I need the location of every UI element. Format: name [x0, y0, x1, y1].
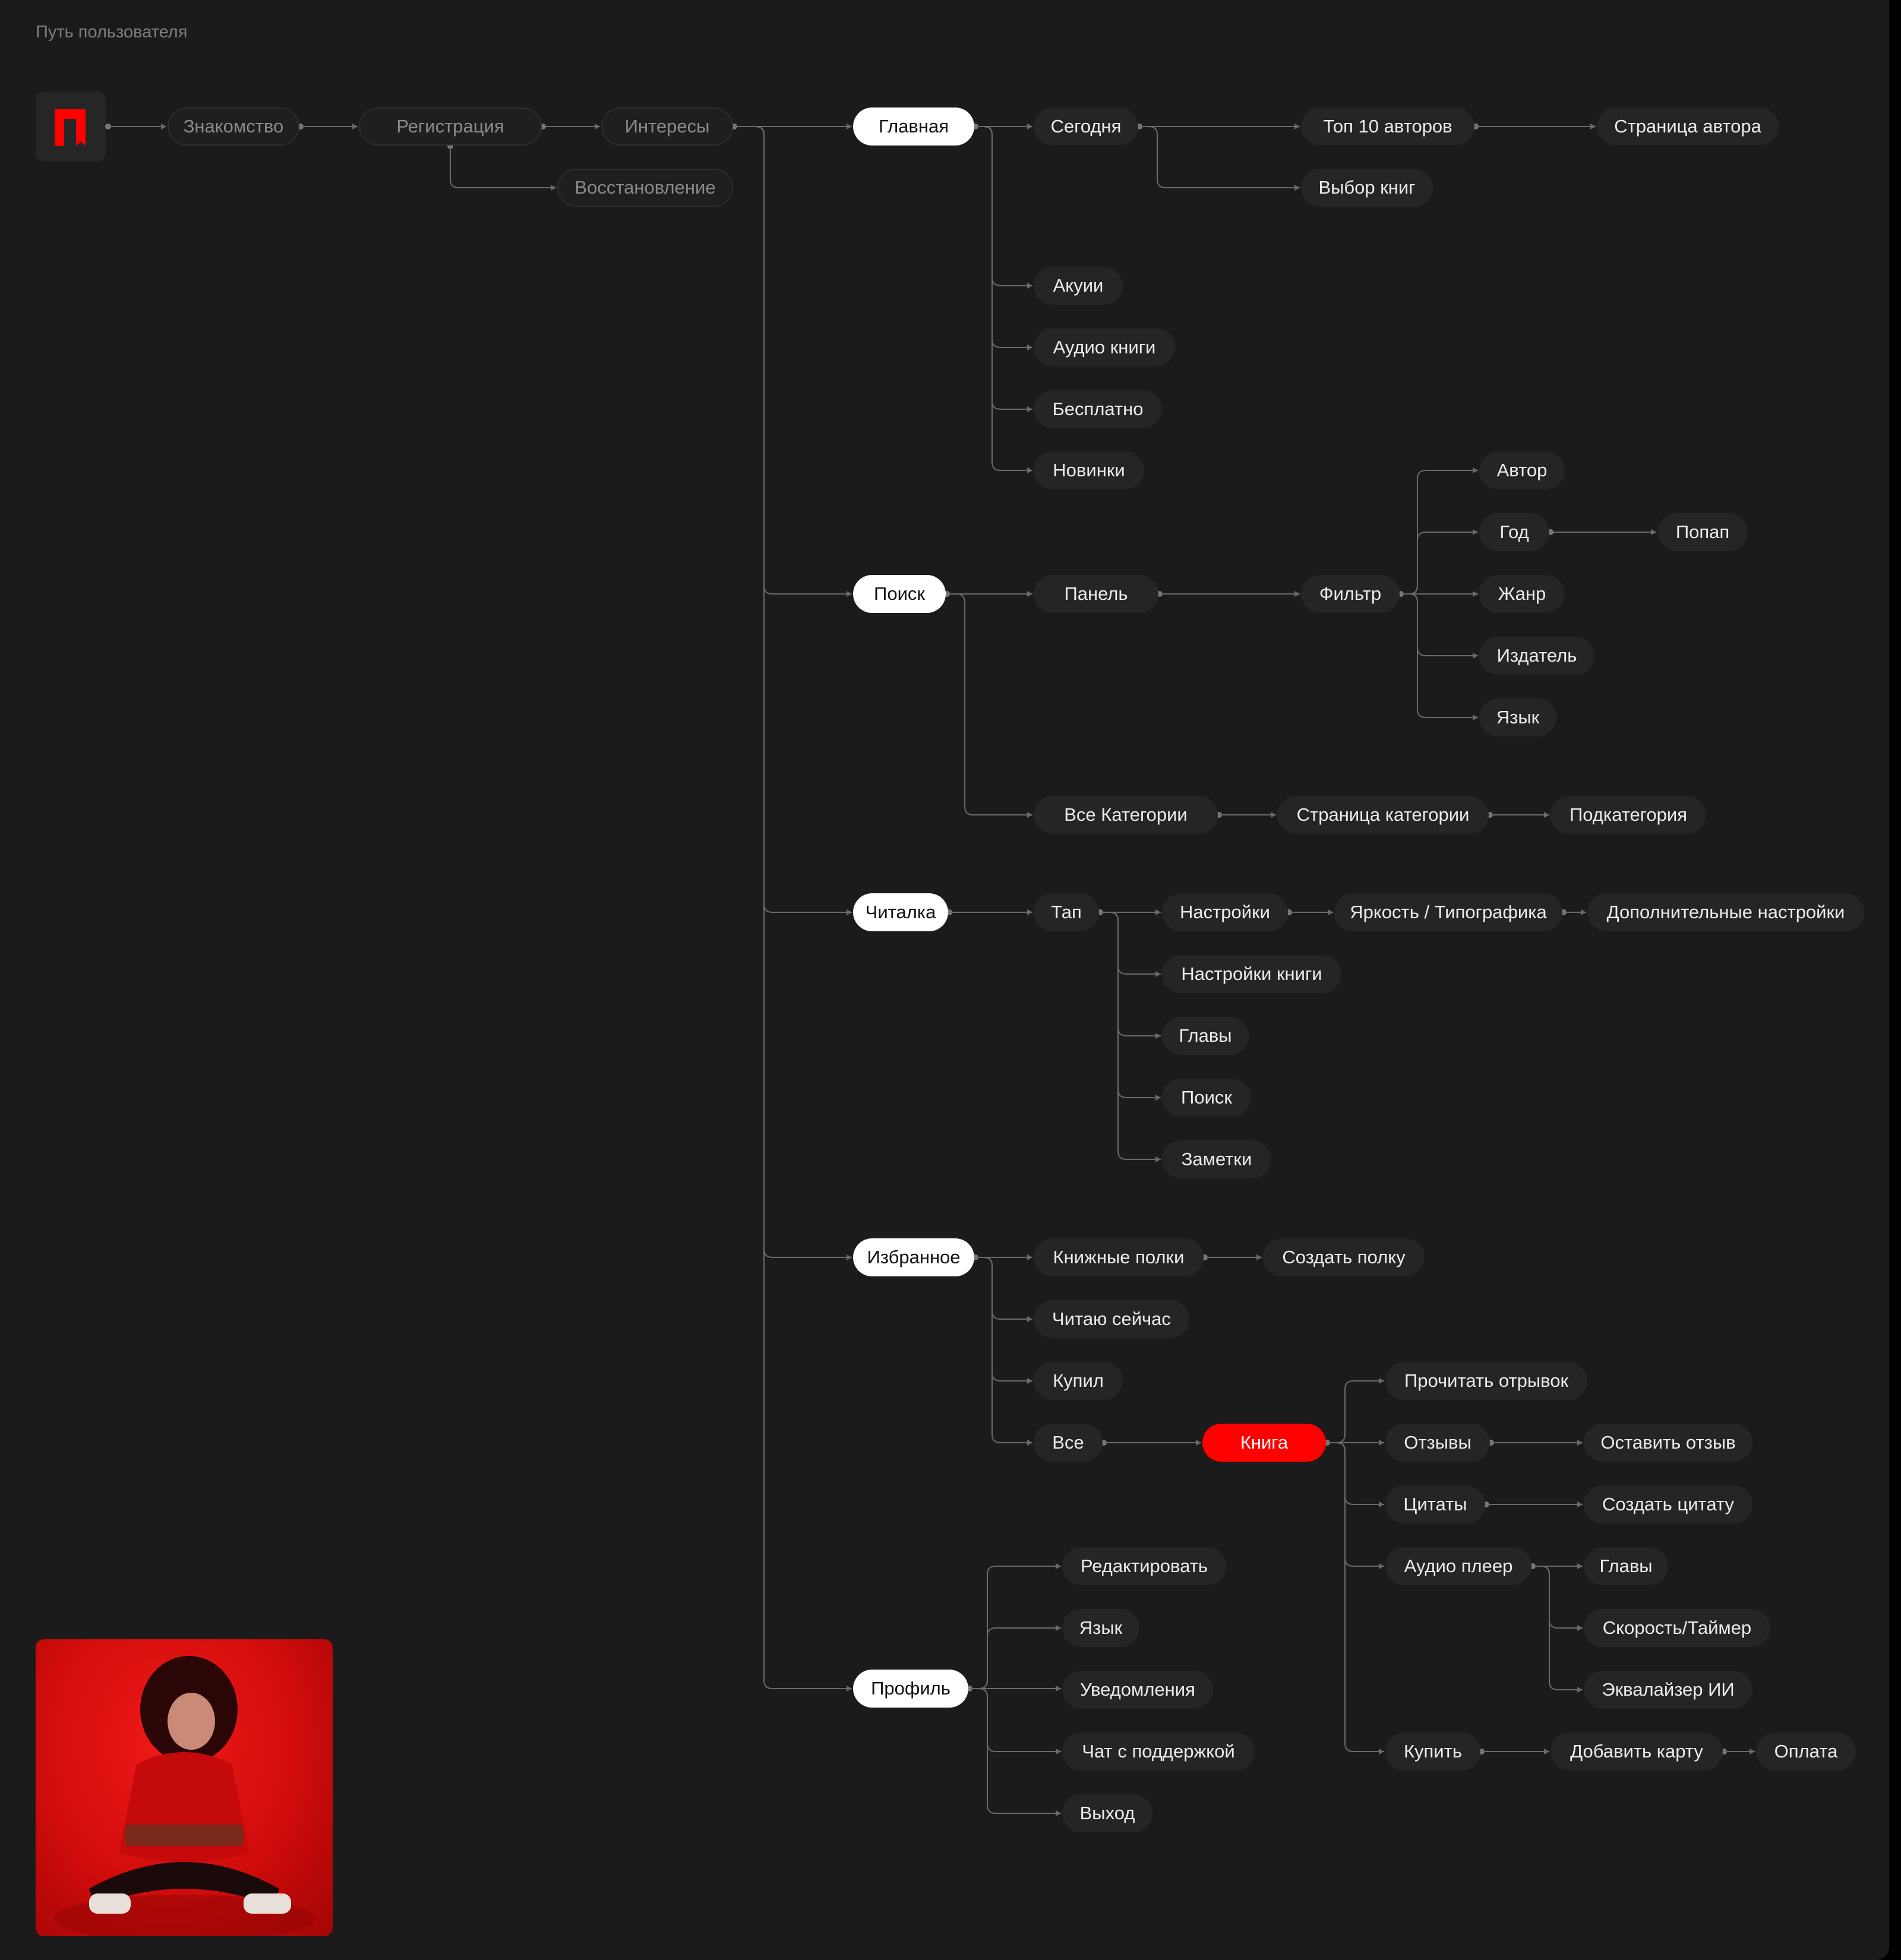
arrow-head-icon [1155, 1095, 1161, 1101]
connector-line [947, 594, 1032, 815]
page-title: Путь пользователя [36, 23, 188, 42]
arrow-head-icon [1473, 529, 1478, 535]
connector-line [1100, 912, 1161, 974]
node-language-filter[interactable]: Язык [1479, 698, 1556, 736]
arrow-head-icon [1473, 467, 1478, 473]
node-publisher[interactable]: Издатель [1479, 637, 1594, 675]
node-audio-chapters[interactable]: Главы [1584, 1547, 1668, 1585]
node-notifications[interactable]: Уведомления [1062, 1671, 1213, 1709]
node-author-page[interactable]: Страница автора [1597, 108, 1779, 146]
arrow-head-icon [1027, 124, 1032, 129]
arrow-head-icon [1294, 185, 1300, 191]
node-book-settings[interactable]: Настройки книги [1162, 955, 1341, 993]
node-equalizer[interactable]: Эквалайзер ИИ [1584, 1671, 1752, 1709]
connector-line [975, 127, 1032, 347]
arrow-head-icon [1027, 283, 1032, 289]
arrow-head-icon [1750, 1749, 1755, 1754]
arrow-head-icon [1027, 1440, 1032, 1446]
connector-line [975, 127, 1032, 286]
node-profile-language[interactable]: Язык [1062, 1609, 1139, 1647]
arrow-head-icon [1027, 467, 1032, 473]
arrow-head-icon [1581, 909, 1586, 915]
connector-line [1100, 912, 1161, 1098]
node-settings[interactable]: Настройки [1162, 893, 1288, 931]
arrow-head-icon [1027, 1316, 1032, 1322]
arrow-head-icon [1577, 1625, 1583, 1631]
node-category-page[interactable]: Страница категории [1277, 796, 1489, 834]
arrow-head-icon [1590, 124, 1596, 129]
arrow-head-icon [551, 185, 556, 191]
node-tap[interactable]: Тап [1034, 893, 1099, 931]
arrow-head-icon [1473, 591, 1478, 597]
arrow-head-icon [161, 124, 166, 129]
arrow-head-icon [1155, 909, 1161, 915]
node-favorites[interactable]: Избранное [853, 1238, 974, 1276]
arrow-head-icon [1379, 1378, 1384, 1384]
connector-line [1327, 1443, 1384, 1752]
node-home[interactable]: Главная [853, 108, 974, 146]
arrow-head-icon [1155, 1033, 1161, 1039]
connector-line [734, 127, 852, 594]
node-top-authors[interactable]: Топ 10 авторов [1301, 108, 1474, 146]
node-create-shelf[interactable]: Создать полку [1263, 1238, 1425, 1276]
reading-woman-photo [36, 1639, 333, 1936]
node-new[interactable]: Новинки [1034, 451, 1144, 489]
node-logout[interactable]: Выход [1062, 1794, 1152, 1832]
node-read-excerpt[interactable]: Прочитать отрывок [1385, 1362, 1587, 1400]
node-profile[interactable]: Профиль [853, 1670, 968, 1708]
arrow-head-icon [847, 124, 852, 129]
node-registration[interactable]: Регистрация [359, 108, 542, 146]
arrow-head-icon [1577, 1563, 1583, 1569]
arrow-head-icon [1577, 1687, 1583, 1693]
node-free[interactable]: Бесплатно [1034, 390, 1162, 428]
arrow-head-icon [1056, 1625, 1061, 1631]
node-all[interactable]: Все [1034, 1424, 1103, 1462]
node-reading-now[interactable]: Читаю сейчас [1034, 1300, 1189, 1338]
node-shelves[interactable]: Книжные полки [1034, 1238, 1204, 1276]
connector-line [975, 1257, 1032, 1443]
connector-line [975, 127, 1032, 470]
connector-line [970, 1689, 1061, 1752]
node-intro[interactable]: Знакомство [168, 108, 299, 146]
node-recovery[interactable]: Восстановление [557, 169, 733, 207]
node-promos[interactable]: Акуии [1034, 267, 1123, 305]
node-add-card[interactable]: Добавить карту [1551, 1733, 1723, 1771]
arrow-head-icon [1155, 1156, 1161, 1162]
arrow-head-icon [1473, 715, 1478, 720]
arrow-head-icon [1577, 1440, 1583, 1446]
arrow-head-icon [1027, 406, 1032, 412]
connector-line [734, 127, 852, 1689]
arrow-head-icon [1027, 909, 1032, 915]
arrow-head-icon [1027, 1378, 1032, 1384]
node-leave-review[interactable]: Оставить отзыв [1584, 1424, 1752, 1462]
node-speed-timer[interactable]: Скорость/Таймер [1584, 1609, 1770, 1647]
node-reader[interactable]: Читалка [853, 893, 948, 931]
arrow-head-icon [1294, 591, 1300, 597]
arrow-head-icon [1155, 971, 1161, 977]
arrow-head-icon [1544, 812, 1549, 818]
arrow-head-icon [1577, 1501, 1583, 1507]
reading-woman-illustration [36, 1639, 333, 1936]
node-buy[interactable]: Купить [1385, 1733, 1480, 1771]
arrow-head-icon [595, 124, 600, 129]
node-edit[interactable]: Редактировать [1062, 1547, 1226, 1585]
node-book-choice[interactable]: Выбор книг [1301, 169, 1433, 207]
node-reader-search[interactable]: Поиск [1162, 1079, 1251, 1117]
node-brightness[interactable]: Яркость / Типографика [1334, 893, 1562, 931]
arrow-head-icon [1379, 1563, 1384, 1569]
arrow-head-icon [1379, 1501, 1384, 1507]
node-create-quote[interactable]: Создать цитату [1584, 1485, 1752, 1523]
connector-line [450, 146, 556, 188]
connector-line [1401, 594, 1478, 656]
connector-line [1139, 127, 1300, 188]
arrow-head-icon [1651, 529, 1656, 535]
arrow-head-icon [1328, 909, 1333, 915]
node-quotes[interactable]: Цитаты [1385, 1485, 1485, 1523]
connector-line [734, 127, 852, 1257]
connector-line [1401, 532, 1478, 594]
connector-line [975, 1257, 1032, 1319]
arrow-head-icon [1056, 1749, 1061, 1754]
arrow-head-icon [847, 1254, 852, 1260]
connector-line [1533, 1566, 1583, 1628]
arrow-head-icon [1544, 1749, 1549, 1754]
node-support-chat[interactable]: Чат с поддержкой [1062, 1733, 1255, 1771]
arrow-head-icon [847, 1686, 852, 1692]
node-chapters[interactable]: Главы [1162, 1017, 1249, 1055]
arrow-head-icon [1056, 1563, 1061, 1569]
node-audiobooks[interactable]: Аудио книги [1034, 328, 1175, 366]
node-subcategory[interactable]: Подкатегория [1551, 796, 1706, 834]
node-search[interactable]: Поиск [853, 575, 946, 613]
arrow-head-icon [1027, 344, 1032, 350]
connector-line [975, 127, 1032, 409]
arrow-head-icon [1027, 591, 1032, 597]
connector-line [1327, 1443, 1384, 1504]
arrow-head-icon [1196, 1440, 1201, 1446]
node-all-categories[interactable]: Все Категории [1034, 796, 1218, 834]
node-popup[interactable]: Попап [1657, 513, 1748, 551]
arrow-head-icon [352, 124, 358, 129]
arrow-head-icon [1056, 1686, 1061, 1692]
connector-line [1327, 1381, 1384, 1443]
arrow-head-icon [1027, 1254, 1032, 1260]
arrow-head-icon [1271, 812, 1276, 818]
arrow-head-icon [1056, 1810, 1061, 1816]
connector-line [734, 127, 852, 912]
node-year[interactable]: Год [1479, 513, 1549, 551]
node-audio-player[interactable]: Аудио плеер [1385, 1547, 1531, 1585]
node-bought[interactable]: Купил [1034, 1362, 1123, 1400]
node-author[interactable]: Автор [1479, 451, 1565, 489]
node-panel[interactable]: Панель [1034, 575, 1158, 613]
arrow-head-icon [1256, 1254, 1262, 1260]
node-book[interactable]: Книга [1202, 1424, 1326, 1462]
arrow-head-icon [847, 909, 852, 915]
arrow-head-icon [1027, 812, 1032, 818]
node-notes[interactable]: Заметки [1162, 1140, 1271, 1178]
arrow-head-icon [1379, 1749, 1384, 1754]
arrow-head-icon [1379, 1440, 1384, 1446]
node-today[interactable]: Сегодня [1034, 108, 1138, 146]
connector-line [970, 1628, 1061, 1689]
arrow-head-icon [1294, 124, 1300, 129]
node-genre[interactable]: Жанр [1479, 575, 1565, 613]
node-reviews[interactable]: Отзывы [1385, 1424, 1490, 1462]
node-filter[interactable]: Фильтр [1301, 575, 1400, 613]
arrow-head-icon [1473, 653, 1478, 659]
node-interests[interactable]: Интересы [601, 108, 733, 146]
arrow-head-icon [847, 591, 852, 597]
node-extra-settings[interactable]: Дополнительные настройки [1587, 893, 1864, 931]
node-payment[interactable]: Оплата [1756, 1733, 1856, 1771]
